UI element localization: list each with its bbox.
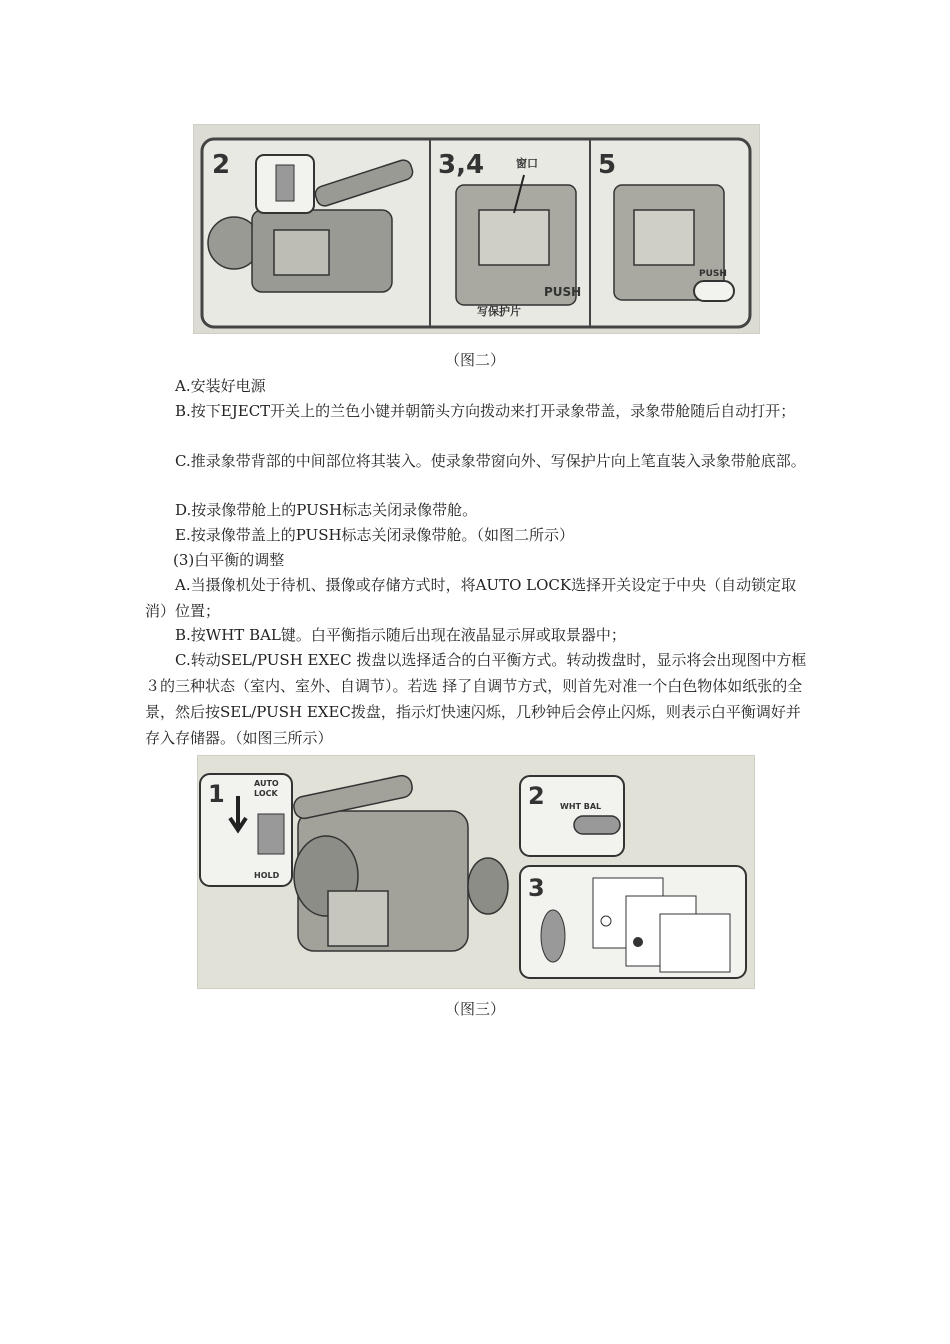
switch-label-hold: HOLD — [254, 871, 280, 880]
callout-window: 窗口 — [516, 157, 538, 170]
paragraph-c-sel-push-exec: C.转动SEL/PUSH EXEC 拨盘以选择适合的白平衡方式。转动拨盘时，显示将会出现图中方框３的三种状态（室内、室外、自调节）。若选 择了自调节方式，则首先对准一个白色物体如纸张的全景，然后按SEL/PUSH EXEC拨盘，指示灯快速闪烁，几秒钟后会停止闪烁，则表示白平衡调好并存入存储器。（如图三所示） — [145, 651, 807, 747]
wht-bal-button-drawing — [574, 816, 620, 834]
figure-2-cassette-loading — [193, 124, 760, 334]
wht-bal-label: WHT BAL — [560, 802, 602, 811]
figure-3-white-balance — [197, 755, 755, 989]
step-label-5: 5 — [598, 150, 617, 180]
step-label-3-4: 3,4 — [438, 150, 485, 180]
step-label-3: 3 — [528, 874, 545, 902]
paragraph-c-insert: C.推录象带背部的中间部位将其装入。使录象带窗向外、写保护片向上笔直装入录象带舱底部。 — [175, 452, 806, 470]
figure-3-illustration — [198, 756, 754, 988]
step-label-2: 2 — [212, 150, 231, 180]
paragraph-e-close-lid: E.按录像带盖上的PUSH标志关闭录像带舱。（如图二所示） — [175, 526, 575, 544]
paragraph-b-wht-bal: B.按WHT BAL键。白平衡指示随后出现在液晶显示屏或取景器中； — [175, 626, 626, 644]
switch-slider-drawing — [258, 814, 284, 854]
outdoor-sun-icon — [633, 937, 643, 947]
callout-write-protect: 写保护片 — [477, 305, 521, 318]
callout-push-button: PUSH — [699, 269, 727, 279]
sel-push-exec-dial-drawing — [541, 910, 565, 962]
figure-2-caption: （图二） — [444, 351, 505, 369]
step-label-2: 2 — [528, 782, 545, 810]
switch-label-lock: LOCK — [254, 789, 278, 798]
paragraph-b-eject: B.按下EJECT开关上的兰色小键并朝箭头方向拨动来打开录象带盖，录象带舱随后自动打开； — [175, 402, 796, 420]
mode-screen-auto — [660, 914, 730, 972]
paragraph-a-power: A.安装好电源 — [175, 377, 266, 395]
figure-3-caption: （图三） — [444, 1000, 505, 1018]
paragraph-d-close-compartment: D.按录像带舱上的PUSH标志关闭录像带舱。 — [175, 501, 478, 519]
push-button-drawing — [694, 281, 734, 301]
callout-push: PUSH — [544, 285, 582, 299]
camcorder-drawing — [292, 774, 508, 951]
paragraph-a-auto-lock: A.当摄像机处于待机、摄像或存储方式时，将AUTO LOCK选择开关设定于中央（自动锁定取消）位置； — [145, 576, 797, 620]
step-label-1: 1 — [208, 780, 225, 808]
section-heading-white-balance: (3)白平衡的调整 — [173, 551, 285, 569]
figure-2-illustration — [194, 125, 759, 333]
switch-label-auto: AUTO — [254, 779, 279, 788]
